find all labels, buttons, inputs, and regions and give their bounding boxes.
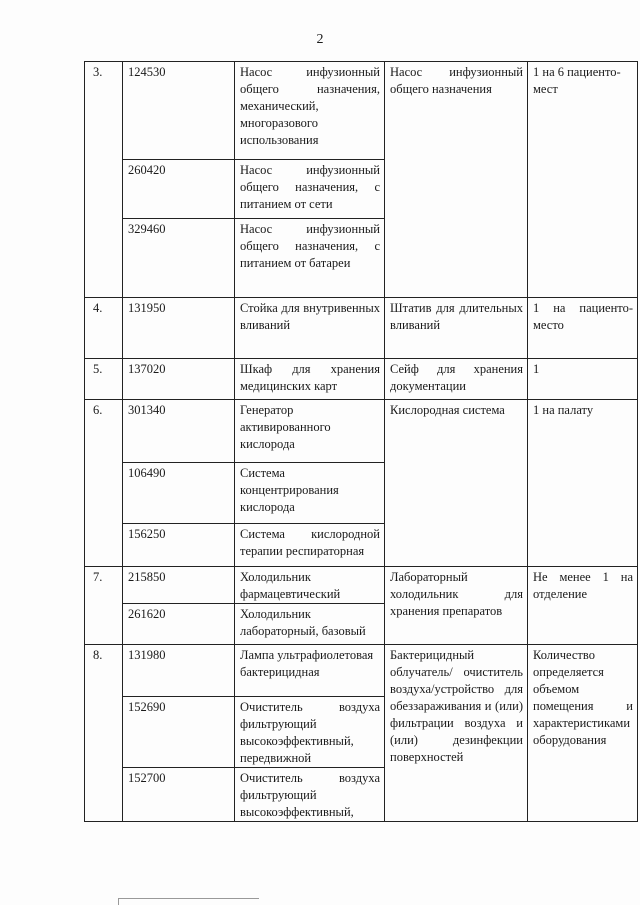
quantity-cell: 1 bbox=[528, 359, 638, 400]
code-cell: 152690 bbox=[123, 697, 235, 768]
quantity-cell: 1 на пациенто-место bbox=[528, 298, 638, 359]
code-cell: 260420 bbox=[123, 160, 235, 219]
code-cell: 215850 bbox=[123, 567, 235, 604]
row-number: 5. bbox=[85, 359, 123, 400]
name-cell: Стойка для внутривенных вливаний bbox=[235, 298, 385, 359]
name-cell: Система кислородной терапии респираторная bbox=[235, 524, 385, 567]
name-cell: Насос инфузионный общего назначения, механический, многоразового использования bbox=[235, 62, 385, 160]
group-cell: Лабораторный холодильник для хранения препаратов bbox=[385, 567, 528, 645]
group-cell: Штатив для длительных вливаний bbox=[385, 298, 528, 359]
name-cell: Холодильник лабораторный, базовый bbox=[235, 604, 385, 645]
group-cell: Кислородная система bbox=[385, 400, 528, 567]
name-cell: Холодильник фармацевтический bbox=[235, 567, 385, 604]
quantity-cell: 1 на 6 пациенто-мест bbox=[528, 62, 638, 298]
name-cell: Насос инфузионный общего назначения, с питанием от сети bbox=[235, 160, 385, 219]
name-cell: Генератор активированного кислорода bbox=[235, 400, 385, 463]
row-number: 3. bbox=[85, 62, 123, 298]
code-cell: 137020 bbox=[123, 359, 235, 400]
group-cell: Насос инфузионный общего назначения bbox=[385, 62, 528, 298]
row-number: 6. bbox=[85, 400, 123, 567]
name-cell: Очиститель воздуха фильтрующий высокоэффективный, передвижной bbox=[235, 697, 385, 768]
code-cell: 152700 bbox=[123, 768, 235, 822]
code-cell: 106490 bbox=[123, 463, 235, 524]
page-number: 2 bbox=[316, 32, 324, 47]
quantity-cell: 1 на палату bbox=[528, 400, 638, 567]
table-row bbox=[85, 298, 638, 359]
code-cell: 156250 bbox=[123, 524, 235, 567]
name-cell: Шкаф для хранения медицинских карт bbox=[235, 359, 385, 400]
name-cell: Система концентрирования кислорода bbox=[235, 463, 385, 524]
code-cell: 329460 bbox=[123, 219, 235, 298]
table-row bbox=[85, 645, 638, 697]
name-cell: Лампа ультрафиолетовая бактерицидная bbox=[235, 645, 385, 697]
page-edge-mark bbox=[118, 898, 259, 905]
table-row bbox=[85, 567, 638, 604]
name-cell: Насос инфузионный общего назначения, с питанием от батареи bbox=[235, 219, 385, 298]
equipment-table bbox=[84, 61, 638, 822]
code-cell: 131950 bbox=[123, 298, 235, 359]
code-cell: 131980 bbox=[123, 645, 235, 697]
code-cell: 301340 bbox=[123, 400, 235, 463]
group-cell: Сейф для хранения документации bbox=[385, 359, 528, 400]
row-number: 8. bbox=[85, 645, 123, 822]
group-cell: Бактерицидный облучатель/ очиститель воздуха/устройство для обеззараживания и (или) фильтрации воздуха и (или) дезинфекции поверхностей bbox=[385, 645, 528, 822]
table-row bbox=[85, 359, 638, 400]
quantity-cell: Не менее 1 на отделение bbox=[528, 567, 638, 645]
row-number: 4. bbox=[85, 298, 123, 359]
code-cell: 124530 bbox=[123, 62, 235, 160]
quantity-cell: Количество определяется объемом помещения и характеристиками оборудования bbox=[528, 645, 638, 822]
table-row bbox=[85, 62, 638, 160]
row-number: 7. bbox=[85, 567, 123, 645]
table-row bbox=[85, 400, 638, 463]
code-cell: 261620 bbox=[123, 604, 235, 645]
name-cell: Очиститель воздуха фильтрующий высокоэффективный, bbox=[235, 768, 385, 822]
